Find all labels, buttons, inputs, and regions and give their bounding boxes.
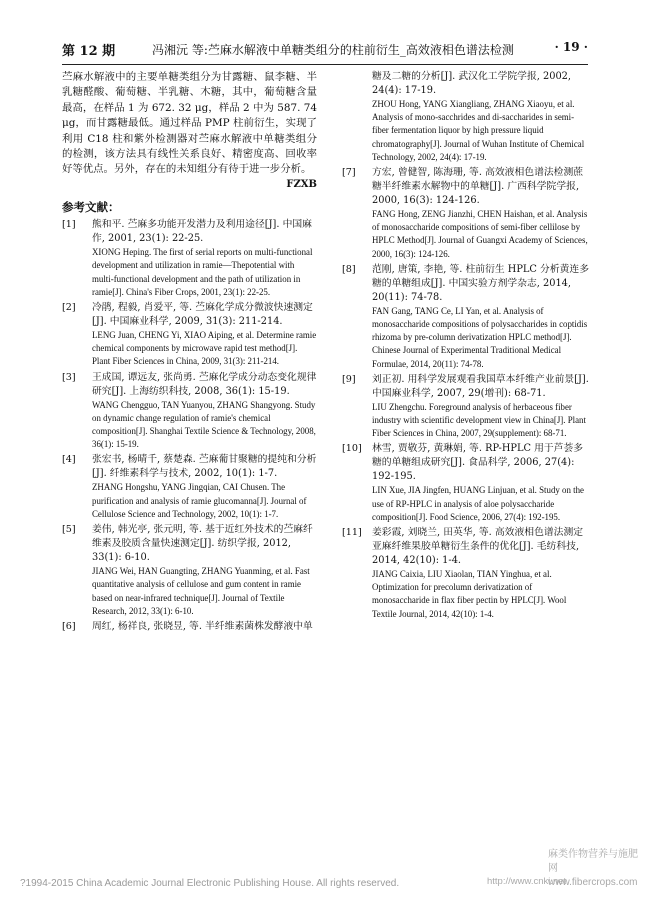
reference-list-left	[62, 218, 317, 634]
issue-number: 第 12 期	[62, 44, 116, 59]
reference-number: [8]	[342, 263, 356, 275]
watermark-line-2: www.fibercrops.com	[548, 877, 638, 888]
reference-english: LIU Zhengchu. Foreground analysis of herbaceous fiber industry with scientific development view in China[J]. Plant Fiber Sciences in China, 2007, 29(supplement): 68-71.	[372, 401, 586, 439]
reference-number: [3]	[62, 371, 76, 383]
reference-number: [11]	[342, 527, 362, 539]
reference-chinese: 姜彩霞, 刘晓兰, 田英华, 等. 高效液相色谱法测定亚麻纤维果胶单糖衍生条件的优化[J]. 毛纺科技, 2014, 42(10): 1-4.	[372, 527, 584, 567]
references-heading: 参考文献：	[62, 200, 120, 215]
body-text	[62, 70, 317, 191]
reference-chinese: 刘正初. 用科学发展观看我国草本纤维产业前景[J]. 中国麻业科学, 2007, 29(增刊): 68-71.	[372, 373, 589, 399]
reference-english: JIANG Caixia, LIU Xiaolan, TIAN Yinghua, et al. Optimization for precolumn derivatization of monosaccharide in flax fiber pectin by HPLC[J]. Wool Textile Journal, 2014, 42(10): 1-4.	[372, 569, 567, 619]
reference-number: [7]	[342, 167, 356, 179]
page-header	[62, 40, 588, 62]
reference-chinese: 糖及二糖的分析[J]. 武汉化工学院学报, 2002, 24(4): 17-19.	[372, 71, 572, 96]
reference-number: [4]	[62, 454, 76, 466]
reference-item	[62, 620, 317, 634]
site-footer: http://www.cnki.net	[487, 876, 567, 887]
reference-chinese: 方宏, 曾健智, 陈海珊, 等. 高效液相色谱法检测蔗糖半纤维素水解物中的单糖[J]. 广西科学院学报, 2000, 16(3): 124-126.	[372, 167, 584, 207]
reference-chinese: 张宏书, 杨晴千, 蔡楚森. 苎麻葡甘聚糖的提纯和分析[J]. 纤维素科学与技术, 2002, 10(1): 1-7.	[92, 454, 317, 480]
reference-chinese: 林雪, 贾敬芬, 黄琳娟, 等. RP-HPLC 用于芦荟多糖的单糖组成研究[J]. 食品科学, 2006, 27(4): 192-195.	[372, 443, 584, 483]
reference-item	[62, 523, 317, 618]
reference-item	[342, 70, 590, 164]
reference-number: [2]	[62, 302, 76, 314]
reference-number: [6]	[62, 620, 76, 632]
reference-number: [10]	[342, 443, 362, 455]
reference-english: WANG Chengguo, TAN Yuanyou, ZHANG Shangyong. Study on dynamic change regulation of ramie's chemical composition[J]. Shanghai Textile Science & Technology, 2008, 36(1): 15-19.	[92, 399, 316, 450]
reference-english: FAN Gang, TANG Ce, LI Yan, et al. Analysis of monosaccharide compositions of polysaccharides in coptidis rhizoma by pre-column derivatization HPLC method[J]. Chinese Journal of Experimental Traditional Medical Formulae, 2014, 20(11): 74-78.	[372, 305, 588, 369]
body-paragraph: 苎麻水解液中的主要单糖类组分为甘露糖、鼠李糖、半乳糖醛酸、葡萄糖、半乳糖、木糖，其中，葡萄糖含量最高，在样品 1 为 672. 32 μg，样品 2 中为 587. 74 μg，而甘露糖最低。通过样品 PMP 柱前衍生，实现了利用 C18 柱和紫外检测器对苎麻水解液中单糖类组分的检测，该方法具有线性关系良好、精密度高、回收率好等优点。另外，存在的未知组分有待于进一步分析。	[62, 71, 317, 176]
reference-chinese: 范刚, 唐策, 李艳, 等. 柱前衍生 HPLC 分析黄连多糖的单糖组成[J]. 中国实验方剂学杂志, 2014, 20(11): 74-78.	[372, 263, 590, 303]
reference-item	[342, 166, 590, 261]
reference-item	[62, 301, 317, 369]
right-column	[342, 70, 590, 623]
reference-chinese: 姜伟, 韩光亭, 张元明, 等. 基于近红外技术的苎麻纤维素及胶质含量快速测定[J]. 纺织学报, 2012, 33(1): 6-10.	[92, 524, 313, 564]
reference-chinese: 熊和平. 苎麻多功能开发潜力及利用途径[J]. 中国麻作, 2001, 23(1): 22-25.	[92, 219, 312, 245]
reference-english: JIANG Wei, HAN Guangting, ZHANG Yuanming, et al. Fast quantitative analysis of cellulose and gum content in ramie based on near-infrared technique[J]. Journal of Textile Research, 2012, 33(1): 6-10.	[92, 566, 310, 616]
reference-item	[342, 263, 590, 371]
reference-number: [9]	[342, 373, 356, 385]
reference-english: FANG Hong, ZENG Jianzhi, CHEN Haishan, et al. Analysis of monosaccharide compositions of semi-fiber cellilose by HPLC Method[J]. Journal of Guangxi Academy of Sciences, 2000, 16(3): 124-126.	[372, 209, 588, 259]
reference-chinese: 周红, 杨祥良, 张晓昱, 等. 半纤维素菌株发酵液中单	[92, 620, 313, 632]
reference-item	[342, 373, 590, 441]
watermark-line-1: 麻类作物营养与施肥网	[548, 849, 638, 874]
reference-number: [5]	[62, 524, 76, 536]
header-rule	[62, 64, 588, 65]
copyright-footer: ?1994-2015 China Academic Journal Electronic Publishing House. All rights reserved.	[20, 878, 400, 889]
reference-chinese: 王成国, 谭远友, 张尚勇. 苎麻化学成分动态变化规律研究[J]. 上海纺织科技, 2008, 36(1): 15-19.	[92, 371, 317, 397]
reference-item	[62, 218, 317, 299]
reference-item	[342, 526, 590, 621]
running-title: 冯湘沅 等:苎麻水解液中单糖类组分的柱前衍生_高效液相色谱法检测	[152, 43, 514, 57]
reference-english: LIN Xue, JIA Jingfen, HUANG Linjuan, et al. Study on the use of RP-HPLC in analysis of aloe polysaccharide composition[J]. Food Science, 2006, 27(4): 192-195.	[372, 485, 584, 522]
reference-item	[342, 442, 590, 524]
reference-english: LENG Juan, CHENG Yi, XIAO Aiping, et al. Determine ramie chemical components by microwave rapid test method[J]. Plant Fiber Sciences in China, 2009, 31(3): 211-214.	[92, 330, 317, 367]
reference-list-right	[342, 70, 590, 621]
reference-english: ZHANG Hongshu, YANG Jingqian, CAI Chusen. The purification and analysis of ramie glucomanna[J]. Journal of Cellulose Science and Technology, 2002, 10(1): 1-7.	[92, 482, 307, 519]
reference-chinese: 冷鹃, 程毅, 肖爱平, 等. 苎麻化学成分微波快速测定[J]. 中国麻业科学, 2009, 31(3): 211-214.	[92, 302, 313, 328]
watermark	[548, 848, 644, 890]
page-number: · 19 ·	[554, 40, 588, 54]
reference-number: [1]	[62, 219, 76, 231]
end-tag: FZXB	[286, 178, 317, 190]
reference-item	[62, 453, 317, 521]
reference-english: XIONG Heping. The first of serial reports on multi-functional development and utilization in ramie—Thepotential with multi-functional development and the path of utilization in ramie[J]. China's Fiber Crops, 2001, 23(1): 22-25.	[92, 247, 313, 297]
reference-english: ZHOU Hong, YANG Xiangliang, ZHANG Xiaoyu, et al. Analysis of mono-sacchrides and di-saccharides in semi-fiber fermentation liquor by high pressure liquid chromatography[J]. Journal of Wuhan Institute of Chemical Technology, 2002, 24(4): 17-19.	[372, 99, 585, 162]
left-column	[62, 70, 317, 636]
reference-item	[62, 371, 317, 452]
